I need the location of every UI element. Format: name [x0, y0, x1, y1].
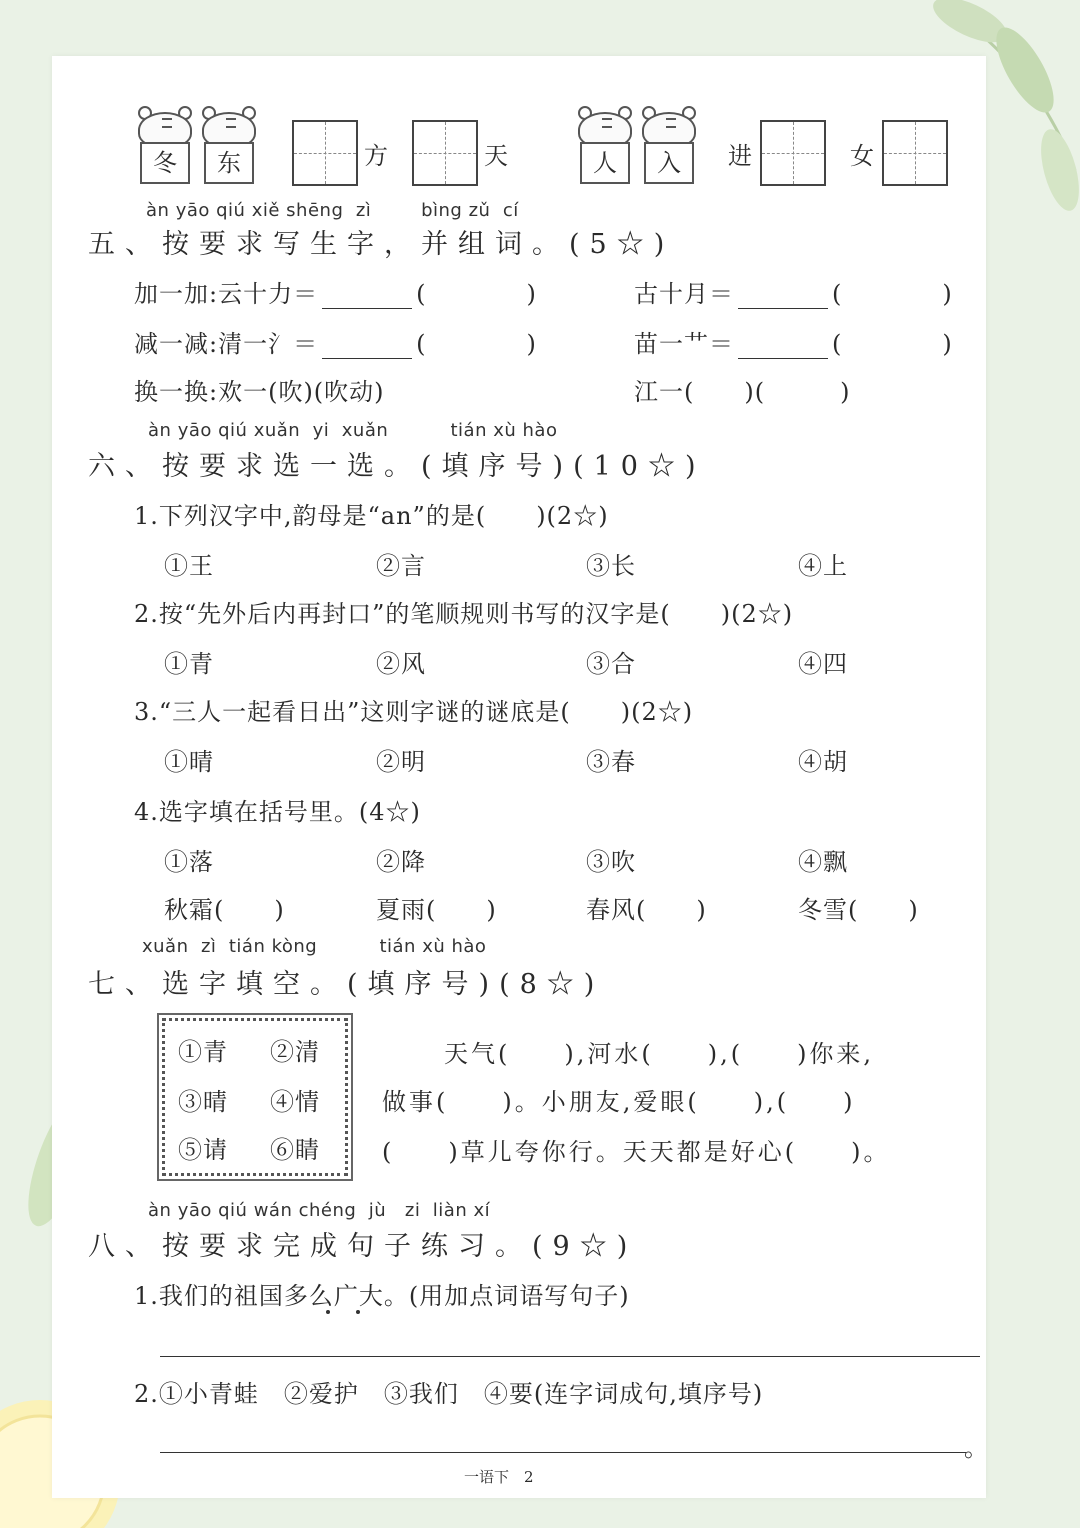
answer-end-mark: 。: [964, 1434, 989, 1462]
section5-row-1-left: 加一加:云十力＝ ( ): [134, 280, 537, 308]
tiger-card-3: [576, 112, 634, 186]
option[interactable]: ①晴: [164, 748, 214, 776]
tianzige-writing-box[interactable]: [882, 120, 948, 186]
worksheet-page: [52, 56, 989, 1498]
page-footer: 一语下 2: [464, 1468, 534, 1486]
question-2: 2.①小青蛙 ②爱护 ③我们 ④要(连字词成句,填序号): [134, 1380, 764, 1408]
tiger-card-char: 冬: [140, 142, 190, 184]
poem-line-1: 天气( ),河水( ),( )你来,: [444, 1040, 875, 1068]
tiger-card-char: 东: [204, 142, 254, 184]
emphasis-dot: [326, 1310, 330, 1314]
option[interactable]: ②降: [376, 848, 426, 876]
question-stem: 3.“三人一起看日出”这则字谜的谜底是( )(2☆): [134, 698, 694, 726]
option[interactable]: ③春: [586, 748, 636, 776]
answer-blank[interactable]: [738, 333, 828, 359]
option[interactable]: ①青: [164, 650, 214, 678]
answer-blank[interactable]: [738, 283, 828, 309]
option[interactable]: ①落: [164, 848, 214, 876]
fill-item[interactable]: 夏雨( ): [376, 896, 497, 924]
option[interactable]: ①王: [164, 552, 214, 580]
box-label: 方: [364, 142, 388, 170]
choice-char: ④情: [270, 1088, 320, 1116]
tiger-card-2: [200, 112, 258, 186]
option[interactable]: ③长: [586, 552, 636, 580]
poem-line-2: 做事( )。小朋友,爱眼( ),( ): [382, 1088, 856, 1116]
option[interactable]: ②明: [376, 748, 426, 776]
box-label: 天: [484, 142, 508, 170]
answer-blank[interactable]: [322, 283, 412, 309]
section5-title: 五、按要求写生字，并组词。(5☆): [88, 229, 675, 260]
option[interactable]: ③合: [586, 650, 636, 678]
tiger-card-char: 入: [644, 142, 694, 184]
section6-title: 六、按要求选一选。(填序号)(10☆): [88, 451, 706, 482]
option[interactable]: ④飘: [798, 848, 848, 876]
section5-row-3-left: 换一换:欢一(吹)(吹动): [134, 378, 385, 406]
section7-title: 七、选字填空。(填序号)(8☆): [88, 969, 605, 1000]
question-stem: 2.按“先外后内再封口”的笔顺规则书写的汉字是( )(2☆): [134, 600, 794, 628]
poem-line-3: ( )草儿夸你行。天天都是好心( )。: [382, 1138, 891, 1166]
box-label: 进: [728, 142, 752, 170]
option[interactable]: ②言: [376, 552, 426, 580]
question-stem: 1.下列汉字中,韵母是“an”的是( )(2☆): [134, 502, 609, 530]
answer-line-2[interactable]: [160, 1452, 966, 1453]
box-label: 女: [850, 142, 874, 170]
section5-row-2-right: 苗一艹＝ ( ): [634, 330, 953, 358]
option[interactable]: ②风: [376, 650, 426, 678]
tiger-card-char: 人: [580, 142, 630, 184]
section7-pinyin: xuǎn zì tián kòng tián xù hào: [142, 936, 487, 957]
section5-row-2-left: 减一减:清一氵＝ ( ): [134, 330, 537, 358]
section8-pinyin: àn yāo qiú wán chéng jù zi liàn xí: [148, 1200, 491, 1221]
option[interactable]: ④四: [798, 650, 848, 678]
option[interactable]: ④上: [798, 552, 848, 580]
section5-row-3-right: 江一( )( ): [634, 378, 851, 406]
section5-row-1-right: 古十月＝ ( ): [634, 280, 953, 308]
question-stem: 4.选字填在括号里。(4☆): [134, 798, 421, 826]
choice-char: ⑥睛: [270, 1136, 320, 1164]
choice-char: ⑤请: [178, 1136, 228, 1164]
choice-char: ③晴: [178, 1088, 228, 1116]
section5-pinyin: àn yāo qiú xiě shēng zì bìng zǔ cí: [146, 200, 519, 221]
section6-pinyin: àn yāo qiú xuǎn yi xuǎn tián xù hào: [148, 420, 558, 441]
fill-item[interactable]: 春风( ): [586, 896, 707, 924]
tianzige-writing-box[interactable]: [760, 120, 826, 186]
tianzige-writing-box[interactable]: [292, 120, 358, 186]
choice-char: ②清: [270, 1038, 320, 1066]
tiger-card-1: [136, 112, 194, 186]
answer-blank[interactable]: [322, 333, 412, 359]
section8-title: 八、按要求完成句子练习。(9☆): [88, 1231, 638, 1262]
answer-line-1[interactable]: [160, 1356, 980, 1357]
option[interactable]: ④胡: [798, 748, 848, 776]
tianzige-writing-box[interactable]: [412, 120, 478, 186]
fill-item[interactable]: 冬雪( ): [798, 896, 919, 924]
tiger-card-4: [640, 112, 698, 186]
emphasis-dot: [356, 1310, 360, 1314]
option[interactable]: ③吹: [586, 848, 636, 876]
question-1: 1.我们的祖国多么广大。(用加点词语写句子): [134, 1282, 630, 1310]
choice-char: ①青: [178, 1038, 228, 1066]
fill-item[interactable]: 秋霜( ): [164, 896, 285, 924]
